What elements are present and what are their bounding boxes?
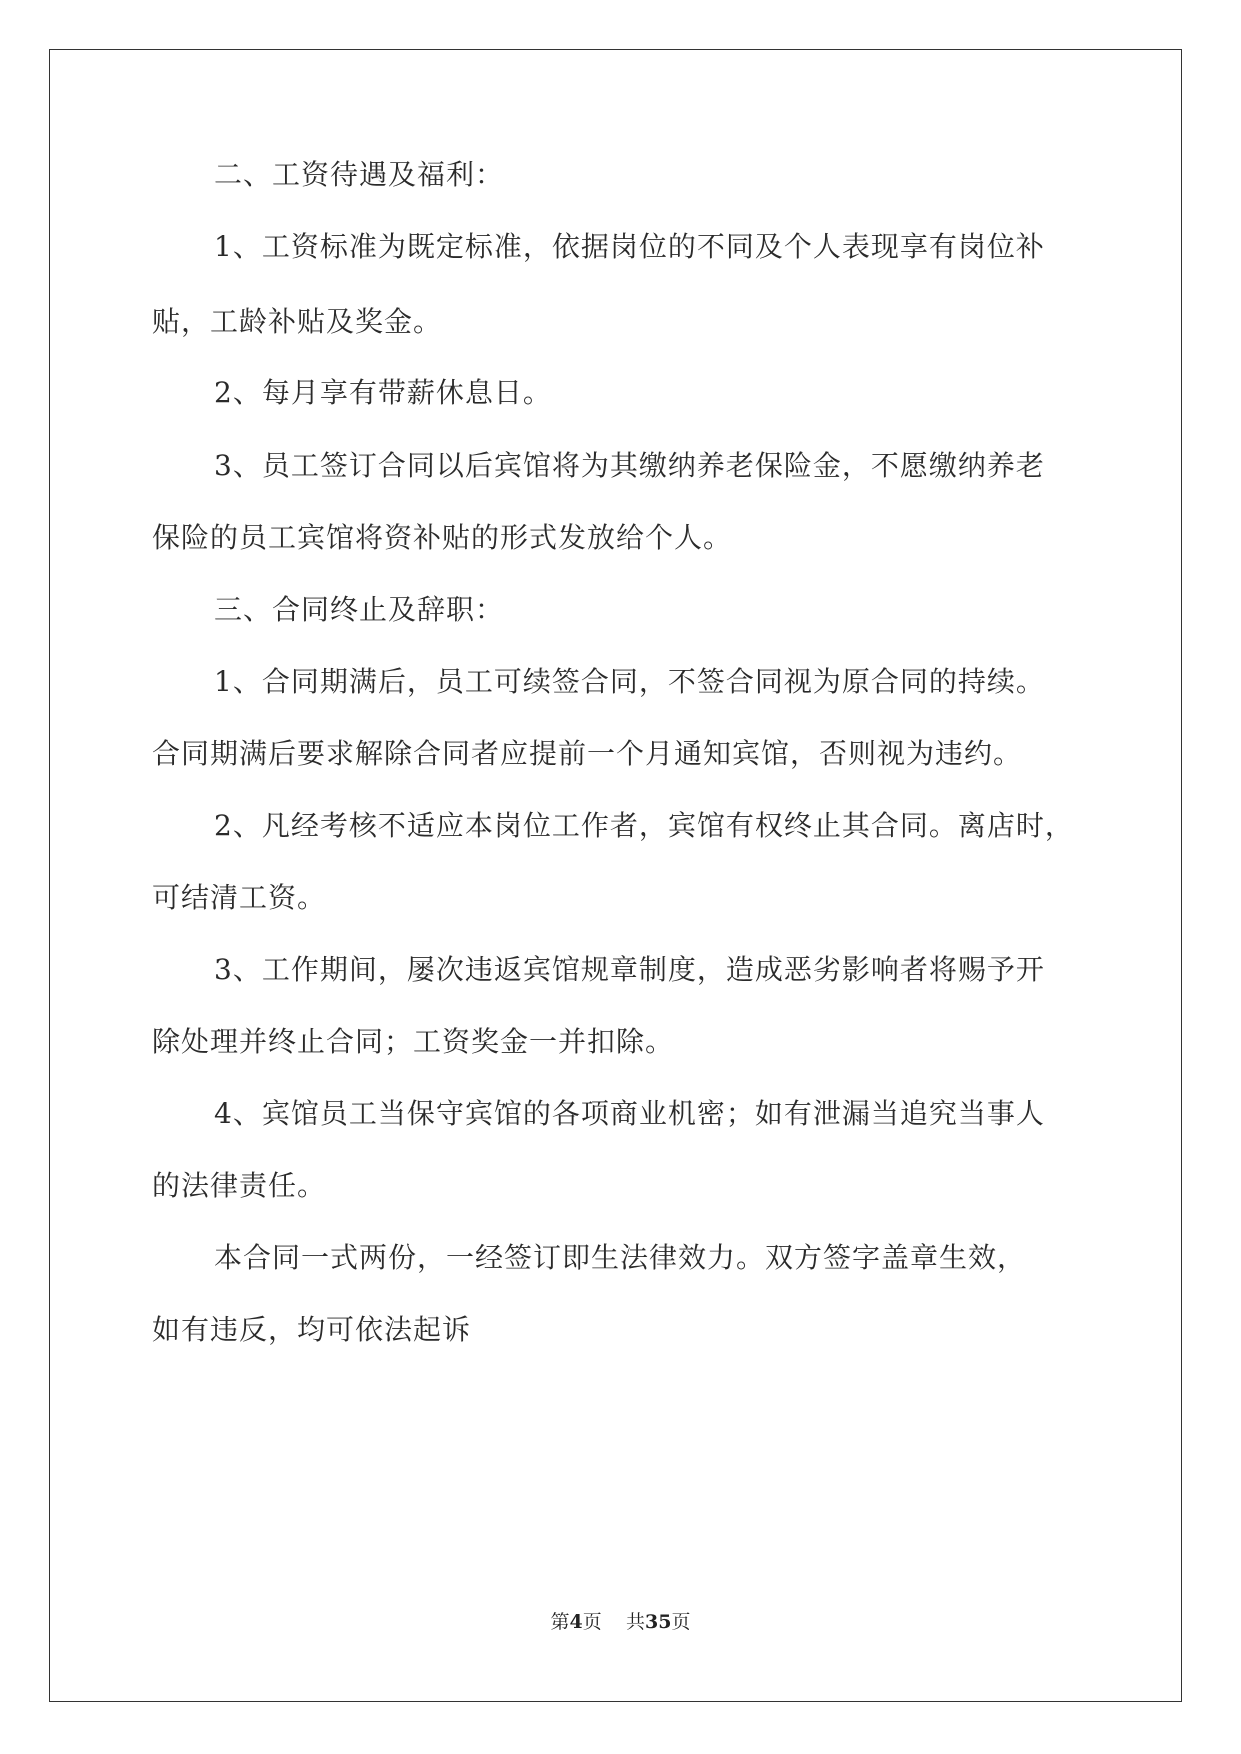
paragraph-line: 2、凡经考核不适应本岗位工作者，宾馆有权终止其合同。离店时， [214,809,1074,842]
page-border [49,49,1182,1702]
paragraph-line: 3、工作期间，屡次违返宾馆规章制度，造成恶劣影响者将赐予开 [214,953,1045,986]
paragraph-line: 合同期满后要求解除合同者应提前一个月通知宾馆，否则视为违约。 [152,737,1023,770]
paragraph-line: 如有违反，均可依法起诉 [152,1313,472,1346]
page-footer [0,1610,1241,1634]
paragraph-line: 保险的员工宾馆将资补贴的形式发放给个人。 [152,521,733,554]
page-number-prefix: 第 [550,1611,570,1633]
paragraph-line: 的法律责任。 [152,1169,327,1202]
paragraph-line: 2、每月享有带薪休息日。 [214,376,552,409]
paragraph-line: 本合同一式两份，一经签订即生法律效力。双方签字盖章生效， [214,1241,1027,1274]
paragraph-line: 4、宾馆员工当保守宾馆的各项商业机密；如有泄漏当追究当事人 [214,1097,1045,1130]
page-number-total: 35 [644,1611,672,1633]
page-number-current: 4 [569,1611,583,1633]
paragraph-line: 除处理并终止合同；工资奖金一并扣除。 [152,1025,675,1058]
section-heading-wages: 二、工资待遇及福利： [214,158,505,191]
page-total-prefix: 共 [625,1611,645,1633]
paragraph-line: 1、工资标准为既定标准，依据岗位的不同及个人表现享有岗位补 [214,230,1045,263]
section-heading-termination: 三、合同终止及辞职： [214,593,505,626]
page-number-suffix: 页 [582,1611,602,1633]
page-total-suffix: 页 [671,1611,691,1633]
paragraph-line: 可结清工资。 [152,881,327,914]
paragraph-line: 1、合同期满后，员工可续签合同，不签合同视为原合同的持续。 [214,665,1045,698]
paragraph-line: 贴，工龄补贴及奖金。 [152,305,443,338]
paragraph-line: 3、员工签订合同以后宾馆将为其缴纳养老保险金，不愿缴纳养老 [214,449,1045,482]
